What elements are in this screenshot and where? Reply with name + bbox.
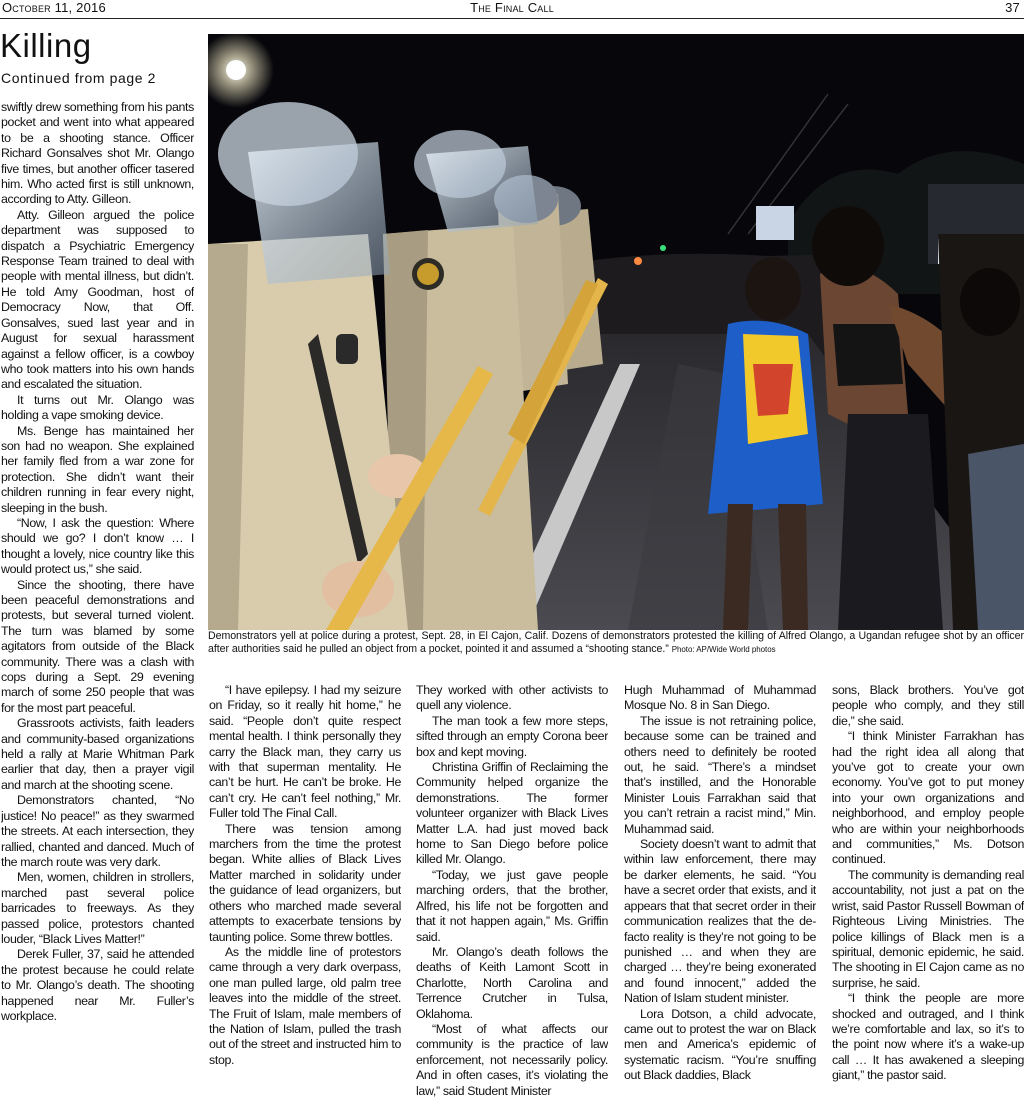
article-paragraph: Since the shooting, there have been peaceful demonstrations and protests, but several turned violent. The turn was blamed by some agitators from outside of the Black community. There was a clash with cops during a Sept. 29 evening march of some 250 people that was for the most part peaceful. (1, 577, 194, 715)
article-paragraph: Ms. Benge has maintained her son had no weapon. She explained her family fled from a war zone for protection. She didn’t want their children running in fear every night, sleeping in the bush. (1, 423, 194, 515)
photo-credit: Photo: AP/Wide World photos (671, 645, 776, 654)
article-paragraph: Mr. Olango’s death follows the deaths of Keith Lamont Scott in Charlotte, North Carolina and Terrence Crutcher in Tulsa, Oklahoma. (416, 944, 608, 1021)
article-paragraph: There was tension among marchers from the time the protest began. White allies of Black Lives Matter marched in solidarity under the guidance of lead organizers, but others who marched made several attempts to exacerbate tensions by taunting police. Some threw bottles. (209, 821, 401, 944)
issue-date: October 11, 2016 (2, 0, 106, 15)
article-paragraph: Hugh Muhammad of Muhammad Mosque No. 8 in San Diego. (624, 683, 816, 713)
caption-text: Demonstrators yell at police during a protest, Sept. 28, in El Cajon, Calif. Dozens of demonstrators protested the killing of Alfred Olango, a Ugandan refugee shot by an officer after authorities said he pulled an object from a pocket, pointed it and assumed a “shooting stance.” (208, 630, 1024, 655)
article-paragraph: “Most of what affects our community is the practice of law enforcement, not necessarily policy. And in often cases, it’s violating the law,” said Student Minister (416, 1021, 608, 1098)
article-paragraph: Men, women, children in strollers, marched past several police barricades to freeways. As they passed police, protestors chanted louder, “Black Lives Matter!” (1, 870, 194, 946)
article-paragraph: “I think Minister Farrakhan has had the right idea all along that you’ve got to create your own economy. You’ve got to put money into your own organizations and neighborhood, and employ people who are within your neighborhoods and communities,” Ms. Dotson continued. (832, 729, 1024, 867)
page-number: 37 (1005, 0, 1020, 15)
article-paragraph: Derek Fuller, 37, said he attended the protest because he could relate to Mr. Olango’s death. The shooting happened near Mr. Fuller’s workplace. (1, 947, 194, 1023)
article-paragraph: As the middle line of protestors came through a very dark overpass, one man pulled large, old palm tree leaves into the middle of the street. The Fruit of Islam, male members of the Nation of Islam, pulled the trash out of the street and instructed him to stop. (209, 944, 401, 1067)
article-paragraph: Society doesn’t want to admit that within law enforcement, there may be darker elements, he said. “You have a secret order that exists, and it appears that that secret order in their communication realizes that the de-facto reality is they’re not going to be punished … and when they are charged … they’re being exonerated and found innocent,” added the Nation of Islam student minister. (624, 837, 816, 1006)
photo-caption (208, 630, 1024, 656)
article-paragraph: “I think the people are more shocked and outraged, and I think we’re comfortable and lax, so it’s to the point now where it’s a wake-up call … It has awakened a sleeping giant,” the pastor said. (832, 991, 1024, 1083)
continued-from-note: Continued from page 2 (1, 70, 157, 86)
article-paragraph: “Today, we just gave people marching orders, that the brother, Alfred, his life not be forgotten and that it not happen again,” Ms. Griffin said. (416, 867, 608, 944)
article-paragraph: “Now, I ask the question: Where should we go? I don’t know … I thought a lovely, nice country like this would protect us,” she said. (1, 515, 194, 577)
article-paragraph: Lora Dotson, a child advocate, came out to protest the war on Black men and America’s epidemic of systematic racism. “You’re snuffing out Black daddies, Black (624, 1006, 816, 1083)
article-paragraph: Grassroots activists, faith leaders and community-based organizations held a rally at Marie Whitman Park earlier that day, then a prayer vigil and march at the shooting scene. (1, 716, 194, 792)
article-paragraph: Atty. Gilleon argued the police department was supposed to dispatch a Psychiatric Emergency Response Team trained to deal with people with mental illness, but didn’t. He told Amy Goodman, host of Democracy Now, that Off. Gonsalves, sued last year and in August for sexual harassment against a fellow officer, is a cowboy who took matters into his own hands and escalated the situation. (1, 207, 194, 392)
article-column-1 (1, 100, 194, 1108)
article-paragraph: swiftly drew something from his pants pocket and went into what appeared to be a shooting stance. Officer Richard Gonsalves shot Mr. Olango five times, but another officer tasered him. Who acted first is still unknown, according to Atty. Gilleon. (1, 100, 194, 207)
article-column-2 (209, 683, 401, 1108)
article-paragraph: Christina Griffin of Reclaiming the Community helped organize the demonstrations. The former volunteer organizer with Black Lives Matter L.A. had just moved back home to San Diego before police killed Mr. Olango. (416, 760, 608, 867)
article-column-5 (832, 683, 1024, 1108)
article-paragraph: Demonstrators chanted, “No justice! No peace!” as they swarmed the streets. At each intersection, they rallied, chanted and danced. Much of the march route was very dark. (1, 793, 194, 869)
article-paragraph: The community is demanding real accountability, not just a pat on the wrist, said Pastor Russell Bowman of Righteous Living Ministries. The police killings of Black men is a spiritual, demonic epidemic, he said. The shooting in El Cajon came as no surprise, he said. (832, 867, 1024, 990)
article-paragraph: They worked with other activists to quell any violence. (416, 683, 608, 713)
article-paragraph: The issue is not retraining police, because some can be trained and others need to definitely be rooted out, he said. “There’s a mindset that’s instilled, and the Honorable Minister Louis Farrakhan said that you can’t retrain a racist mind,” Min. Muhammad said. (624, 713, 816, 836)
protest-photo (208, 34, 1024, 630)
article-column-4 (624, 683, 816, 1108)
article-headline: Killing (0, 27, 92, 64)
article-column-3 (416, 683, 608, 1108)
article-paragraph: sons, Black brothers. You’ve got people who comply, and they still die,” she said. (832, 683, 1024, 728)
page-header (0, 0, 1024, 19)
article-paragraph: It turns out Mr. Olango was holding a vape smoking device. (1, 392, 194, 423)
article-paragraph: “I have epilepsy. I had my seizure on Friday, so it really hit home,” he said. “People don’t quite respect mental health. I think personally they carry the Black man, they carry us with that superman mentality. He can’t be hurt. He can’t be broke. He can’t cry. He can’t feel nothing,” Mr. Fuller told The Final Call. (209, 683, 401, 821)
publication-name: The Final Call (470, 0, 554, 15)
article-paragraph: The man took a few more steps, sifted through an empty Corona beer box and kept moving. (416, 713, 608, 759)
